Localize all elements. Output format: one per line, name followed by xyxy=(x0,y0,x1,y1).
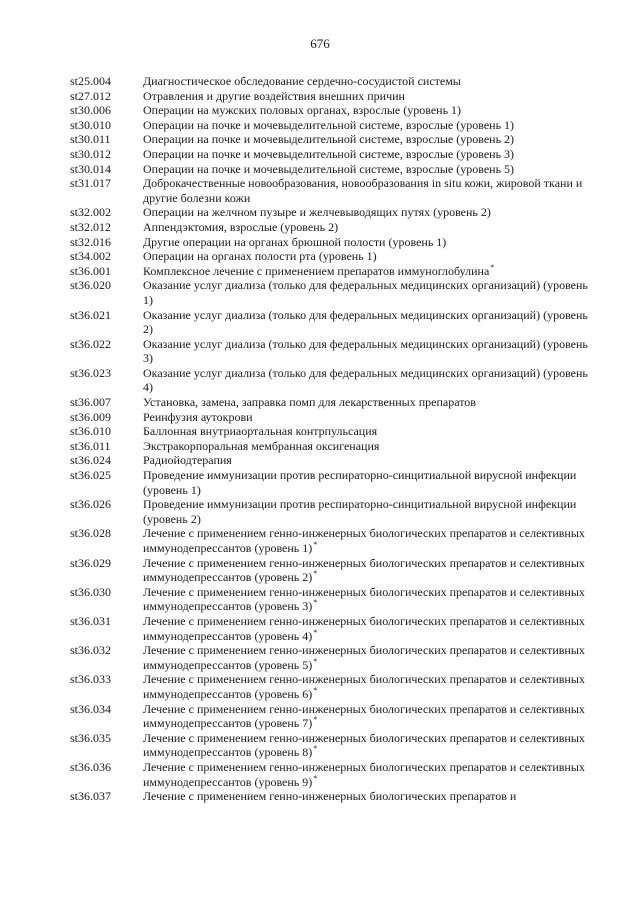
entry-row xyxy=(70,235,590,250)
entry-code: st36.022 xyxy=(70,336,112,351)
footnote-marker: * xyxy=(313,715,318,725)
entry-row xyxy=(70,731,590,760)
entry-code: st36.026 xyxy=(70,497,112,512)
entry-description-text: Проведение иммунизации против респираторно-синцитиальной вирусной инфекции (уровень 1) xyxy=(143,468,577,497)
entry-description-text: Проведение иммунизации против респираторно-синцитиальной вирусной инфекции (уровень 2) xyxy=(143,497,577,526)
entry-row xyxy=(70,468,590,497)
entry-row xyxy=(70,103,590,118)
entry-description xyxy=(143,132,590,147)
entry-description xyxy=(143,410,590,425)
entry-description xyxy=(143,424,590,439)
entry-code: st30.006 xyxy=(70,103,112,118)
entry-description-text: Операции на почке и мочевыделительной системе, взрослые (уровень 1) xyxy=(143,117,515,132)
entry-code: st36.037 xyxy=(70,789,112,804)
entry-description xyxy=(143,556,590,585)
entry-row xyxy=(70,249,590,264)
entry-code: st31.017 xyxy=(70,176,112,191)
entry-list xyxy=(70,74,590,804)
entry-description-text: Реинфузия аутокрови xyxy=(143,409,253,424)
entry-code: st36.030 xyxy=(70,584,112,599)
entry-description xyxy=(143,176,590,205)
entry-row xyxy=(70,760,590,789)
entry-row xyxy=(70,702,590,731)
entry-description-text: Комплексное лечение с применением препаратов иммуноглобулина xyxy=(143,263,490,278)
entry-description xyxy=(143,643,590,672)
footnote-marker: * xyxy=(313,744,318,754)
footnote-marker: * xyxy=(313,598,318,608)
entry-description xyxy=(143,468,590,497)
entry-description xyxy=(143,760,590,789)
entry-description-text: Операции на почке и мочевыделительной системе, взрослые (уровень 3) xyxy=(143,146,515,161)
entry-code: st36.034 xyxy=(70,701,112,716)
entry-description xyxy=(143,103,590,118)
entry-code: st32.002 xyxy=(70,205,112,220)
entry-row xyxy=(70,220,590,235)
entry-description-text: Оказание услуг диализа (только для федеральных медицинских организаций) (уровень 2) xyxy=(143,307,588,337)
entry-row xyxy=(70,453,590,468)
entry-description xyxy=(143,526,590,555)
page-number: 676 xyxy=(310,36,330,51)
entry-description-text: Лечение с применением генно-инженерных биологических препаратов и селективных иммунодепрессантов (уровень 3) xyxy=(143,584,585,614)
entry-description xyxy=(143,585,590,614)
entry-row xyxy=(70,439,590,454)
entry-description-text: Экстракорпоральная мембранная оксигенация xyxy=(143,438,380,453)
entry-row xyxy=(70,147,590,162)
entry-row xyxy=(70,205,590,220)
entry-code: st36.010 xyxy=(70,424,112,439)
entry-row xyxy=(70,556,590,585)
entry-description-text: Лечение с применением генно-инженерных биологических препаратов и селективных иммунодепрессантов (уровень 9) xyxy=(143,759,585,789)
entry-description-text: Радиойодтерапия xyxy=(143,453,232,468)
entry-description xyxy=(143,235,590,250)
entry-description-text: Операции на органах полости рта (уровень 1) xyxy=(143,249,377,264)
entry-code: st30.014 xyxy=(70,161,112,176)
entry-description xyxy=(143,308,590,337)
entry-row xyxy=(70,89,590,104)
entry-description xyxy=(143,453,590,468)
entry-description-text: Оказание услуг диализа (только для федеральных медицинских организаций) (уровень 4) xyxy=(143,365,588,395)
entry-description xyxy=(143,789,590,804)
entry-description xyxy=(143,162,590,177)
entry-description-text: Отравления и другие воздействия внешних причин xyxy=(143,88,405,103)
entry-description xyxy=(143,147,590,162)
entry-description xyxy=(143,205,590,220)
entry-code: st36.023 xyxy=(70,365,112,380)
entry-row xyxy=(70,337,590,366)
entry-code: st32.016 xyxy=(70,234,112,249)
entry-description-text: Лечение с применением генно-инженерных биологических препаратов и селективных иммунодепрессантов (уровень 7) xyxy=(143,701,585,731)
entry-description xyxy=(143,497,590,526)
entry-row xyxy=(70,643,590,672)
entry-description xyxy=(143,264,590,279)
entry-row xyxy=(70,526,590,555)
entry-row xyxy=(70,162,590,177)
footnote-marker: * xyxy=(313,656,318,666)
entry-description-text: Лечение с применением генно-инженерных биологических препаратов и селективных иммунодепрессантов (уровень 1) xyxy=(143,526,585,555)
entry-code: st36.029 xyxy=(70,555,112,570)
entry-code: st36.011 xyxy=(70,438,111,453)
entry-code: st36.035 xyxy=(70,730,112,745)
entry-code: st36.021 xyxy=(70,307,112,322)
entry-description-text: Лечение с применением генно-инженерных биологических препаратов и селективных иммунодепрессантов (уровень 8) xyxy=(143,730,585,760)
entry-code: st30.011 xyxy=(70,132,111,147)
entry-row xyxy=(70,366,590,395)
entry-row xyxy=(70,264,590,279)
entry-code: st34.002 xyxy=(70,249,112,264)
footnote-marker: * xyxy=(313,569,318,579)
entry-code: st36.032 xyxy=(70,643,112,658)
entry-row xyxy=(70,585,590,614)
footnote-marker: * xyxy=(313,627,318,637)
entry-code: st36.036 xyxy=(70,759,112,774)
entry-row xyxy=(70,789,590,804)
entry-description xyxy=(143,395,590,410)
entry-description xyxy=(143,731,590,760)
entry-description xyxy=(143,74,590,89)
entry-description-text: Операции на почке и мочевыделительной системе, взрослые (уровень 5) xyxy=(143,161,515,176)
entry-description xyxy=(143,614,590,643)
entry-row xyxy=(70,278,590,307)
entry-code: st30.012 xyxy=(70,146,112,161)
entry-row xyxy=(70,132,590,147)
entry-description-text: Операции на желчном пузыре и желчевыводящих путях (уровень 2) xyxy=(143,205,491,220)
entry-row xyxy=(70,74,590,89)
entry-description-text: Операции на мужских половых органах, взрослые (уровень 1) xyxy=(143,103,462,118)
entry-description xyxy=(143,118,590,133)
entry-row xyxy=(70,118,590,133)
entry-code: st30.010 xyxy=(70,117,112,132)
entry-description-text: Установка, замена, заправка помп для лекарственных препаратов xyxy=(143,395,476,410)
footnote-marker: * xyxy=(313,540,318,549)
entry-description-text: Оказание услуг диализа (только для федеральных медицинских организаций) (уровень 3) xyxy=(143,336,588,366)
entry-description xyxy=(143,249,590,264)
footnote-marker: * xyxy=(490,262,495,272)
entry-description xyxy=(143,89,590,104)
entry-code: st36.007 xyxy=(70,395,112,410)
entry-row xyxy=(70,614,590,643)
entry-description-text: Операции на почке и мочевыделительной системе, взрослые (уровень 2) xyxy=(143,132,515,147)
entry-row xyxy=(70,395,590,410)
footnote-marker: * xyxy=(313,685,318,695)
entry-description-text: Другие операции на органах брюшной полости (уровень 1) xyxy=(143,234,447,249)
entry-row xyxy=(70,176,590,205)
entry-description-text: Лечение с применением генно-инженерных биологических препаратов и селективных иммунодепрессантов (уровень 2) xyxy=(143,555,585,585)
entry-description-text: Лечение с применением генно-инженерных биологических препаратов и селективных иммунодепрессантов (уровень 5) xyxy=(143,643,585,672)
entry-code: st36.031 xyxy=(70,613,112,628)
footnote-marker: * xyxy=(313,773,318,783)
entry-description xyxy=(143,278,590,307)
entry-code: st36.033 xyxy=(70,672,112,687)
entry-code: st36.028 xyxy=(70,526,112,541)
entry-row xyxy=(70,410,590,425)
entry-row xyxy=(70,424,590,439)
entry-description xyxy=(143,672,590,701)
entry-row xyxy=(70,497,590,526)
entry-description-text: Баллонная внутриаортальная контрпульсация xyxy=(143,424,378,439)
entry-description-text: Лечение с применением генно-инженерных биологических препаратов и селективных иммунодепрессантов (уровень 6) xyxy=(143,672,585,701)
entry-code: st32.012 xyxy=(70,219,112,234)
entry-description-text: Доброкачественные новообразования, новообразования in situ кожи, жировой ткани и другие болезни кожи xyxy=(143,176,583,205)
entry-code: st25.004 xyxy=(70,74,112,88)
entry-description-text: Оказание услуг диализа (только для федеральных медицинских организаций) (уровень 1) xyxy=(143,278,588,307)
entry-code: st36.024 xyxy=(70,453,112,468)
entry-row xyxy=(70,308,590,337)
entry-description xyxy=(143,439,590,454)
entry-description-text: Лечение с применением генно-инженерных биологических препаратов и селективных иммунодепрессантов (уровень 4) xyxy=(143,613,585,643)
entry-description xyxy=(143,337,590,366)
entry-description xyxy=(143,366,590,395)
entry-code: st36.025 xyxy=(70,468,112,483)
entry-description xyxy=(143,702,590,731)
entry-description-text: Диагностическое обследование сердечно-сосудистой системы xyxy=(143,74,461,88)
entry-code: st36.001 xyxy=(70,263,112,278)
entry-row xyxy=(70,672,590,701)
entry-description-text: Лечение с применением генно-инженерных биологических препаратов и xyxy=(143,789,517,804)
entry-code: st36.020 xyxy=(70,278,112,293)
entry-description xyxy=(143,220,590,235)
entry-description-text: Аппендэктомия, взрослые (уровень 2) xyxy=(143,219,339,234)
entry-code: st36.009 xyxy=(70,409,112,424)
entry-code: st27.012 xyxy=(70,88,112,103)
